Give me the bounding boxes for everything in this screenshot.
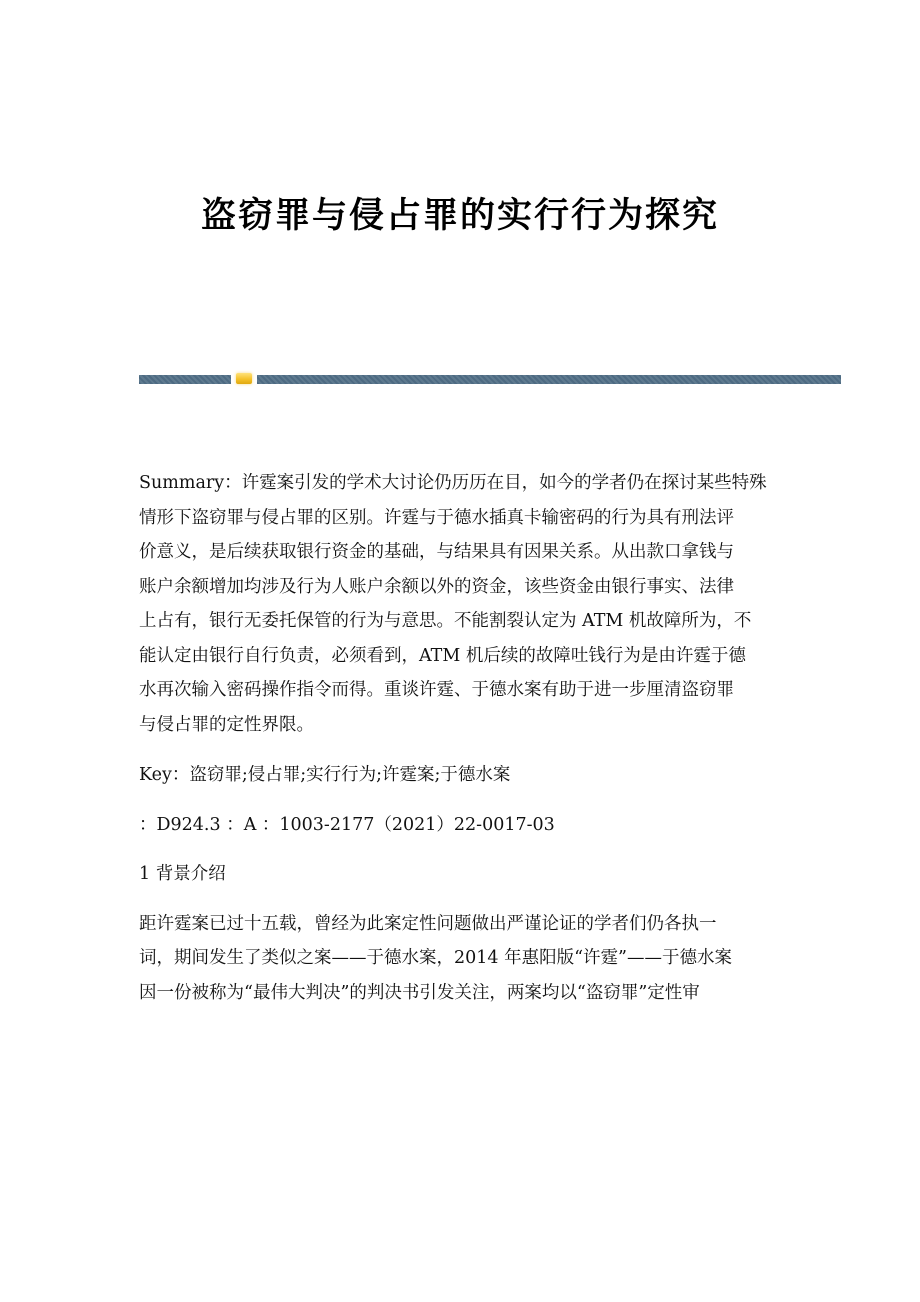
abstract-line: Summary：许霆案引发的学术大讨论仍历历在目，如今的学者仍在探讨某些特殊 <box>139 473 767 493</box>
abstract-line: 价意义，是后续获取银行资金的基础，与结果具有因果关系。从出款口拿钱与 <box>139 542 734 562</box>
divider-bar-left <box>139 375 231 384</box>
document-title: 盗窃罪与侵占罪的实行行为探究 <box>200 196 719 236</box>
classification-line: ：D924.3 ：A ：1003-2177（2021）22-0017-03 <box>139 814 555 835</box>
abstract-line: 能认定由银行自行负责，必须看到，ATM 机后续的故障吐钱行为是由许霆于德 <box>139 645 746 666</box>
keywords-line: Key：盗窃罪;侵占罪;实行行为;许霆案;于德水案 <box>139 765 511 785</box>
abstract-line: 与侵占罪的定性界限。 <box>139 714 314 735</box>
section-heading: 1 背景介绍 <box>139 864 226 884</box>
title-divider <box>139 375 841 384</box>
body-line: 因一份被称为“最伟大判决”的判决书引发关注，两案均以“盗窃罪”定性审 <box>139 982 700 1003</box>
document-body <box>139 466 784 1010</box>
abstract-paragraph <box>139 466 784 742</box>
body-line: 词，期间发生了类似之案——于德水案，2014 年惠阳版“许霆”——于德水案 <box>139 948 732 968</box>
body-line: 距许霆案已过十五载，曾经为此案定性问题做出严谨论证的学者们仍各执一 <box>139 913 717 934</box>
abstract-line: 情形下盗窃罪与侵占罪的区别。许霆与于德水插真卡输密码的行为具有刑法评 <box>139 507 734 528</box>
divider-bar-right <box>257 375 841 384</box>
abstract-line: 上占有，银行无委托保管的行为与意思。不能割裂认定为 ATM 机故障所为，不 <box>139 611 752 631</box>
section-paragraph <box>139 907 784 1011</box>
abstract-line: 水再次输入密码操作指令而得。重谈许霆、于德水案有助于进一步厘清盗窃罪 <box>139 680 734 700</box>
abstract-line: 账户余额增加均涉及行为人账户余额以外的资金，该些资金由银行事实、法律 <box>139 576 734 597</box>
envelope-ornament-icon <box>236 373 252 384</box>
